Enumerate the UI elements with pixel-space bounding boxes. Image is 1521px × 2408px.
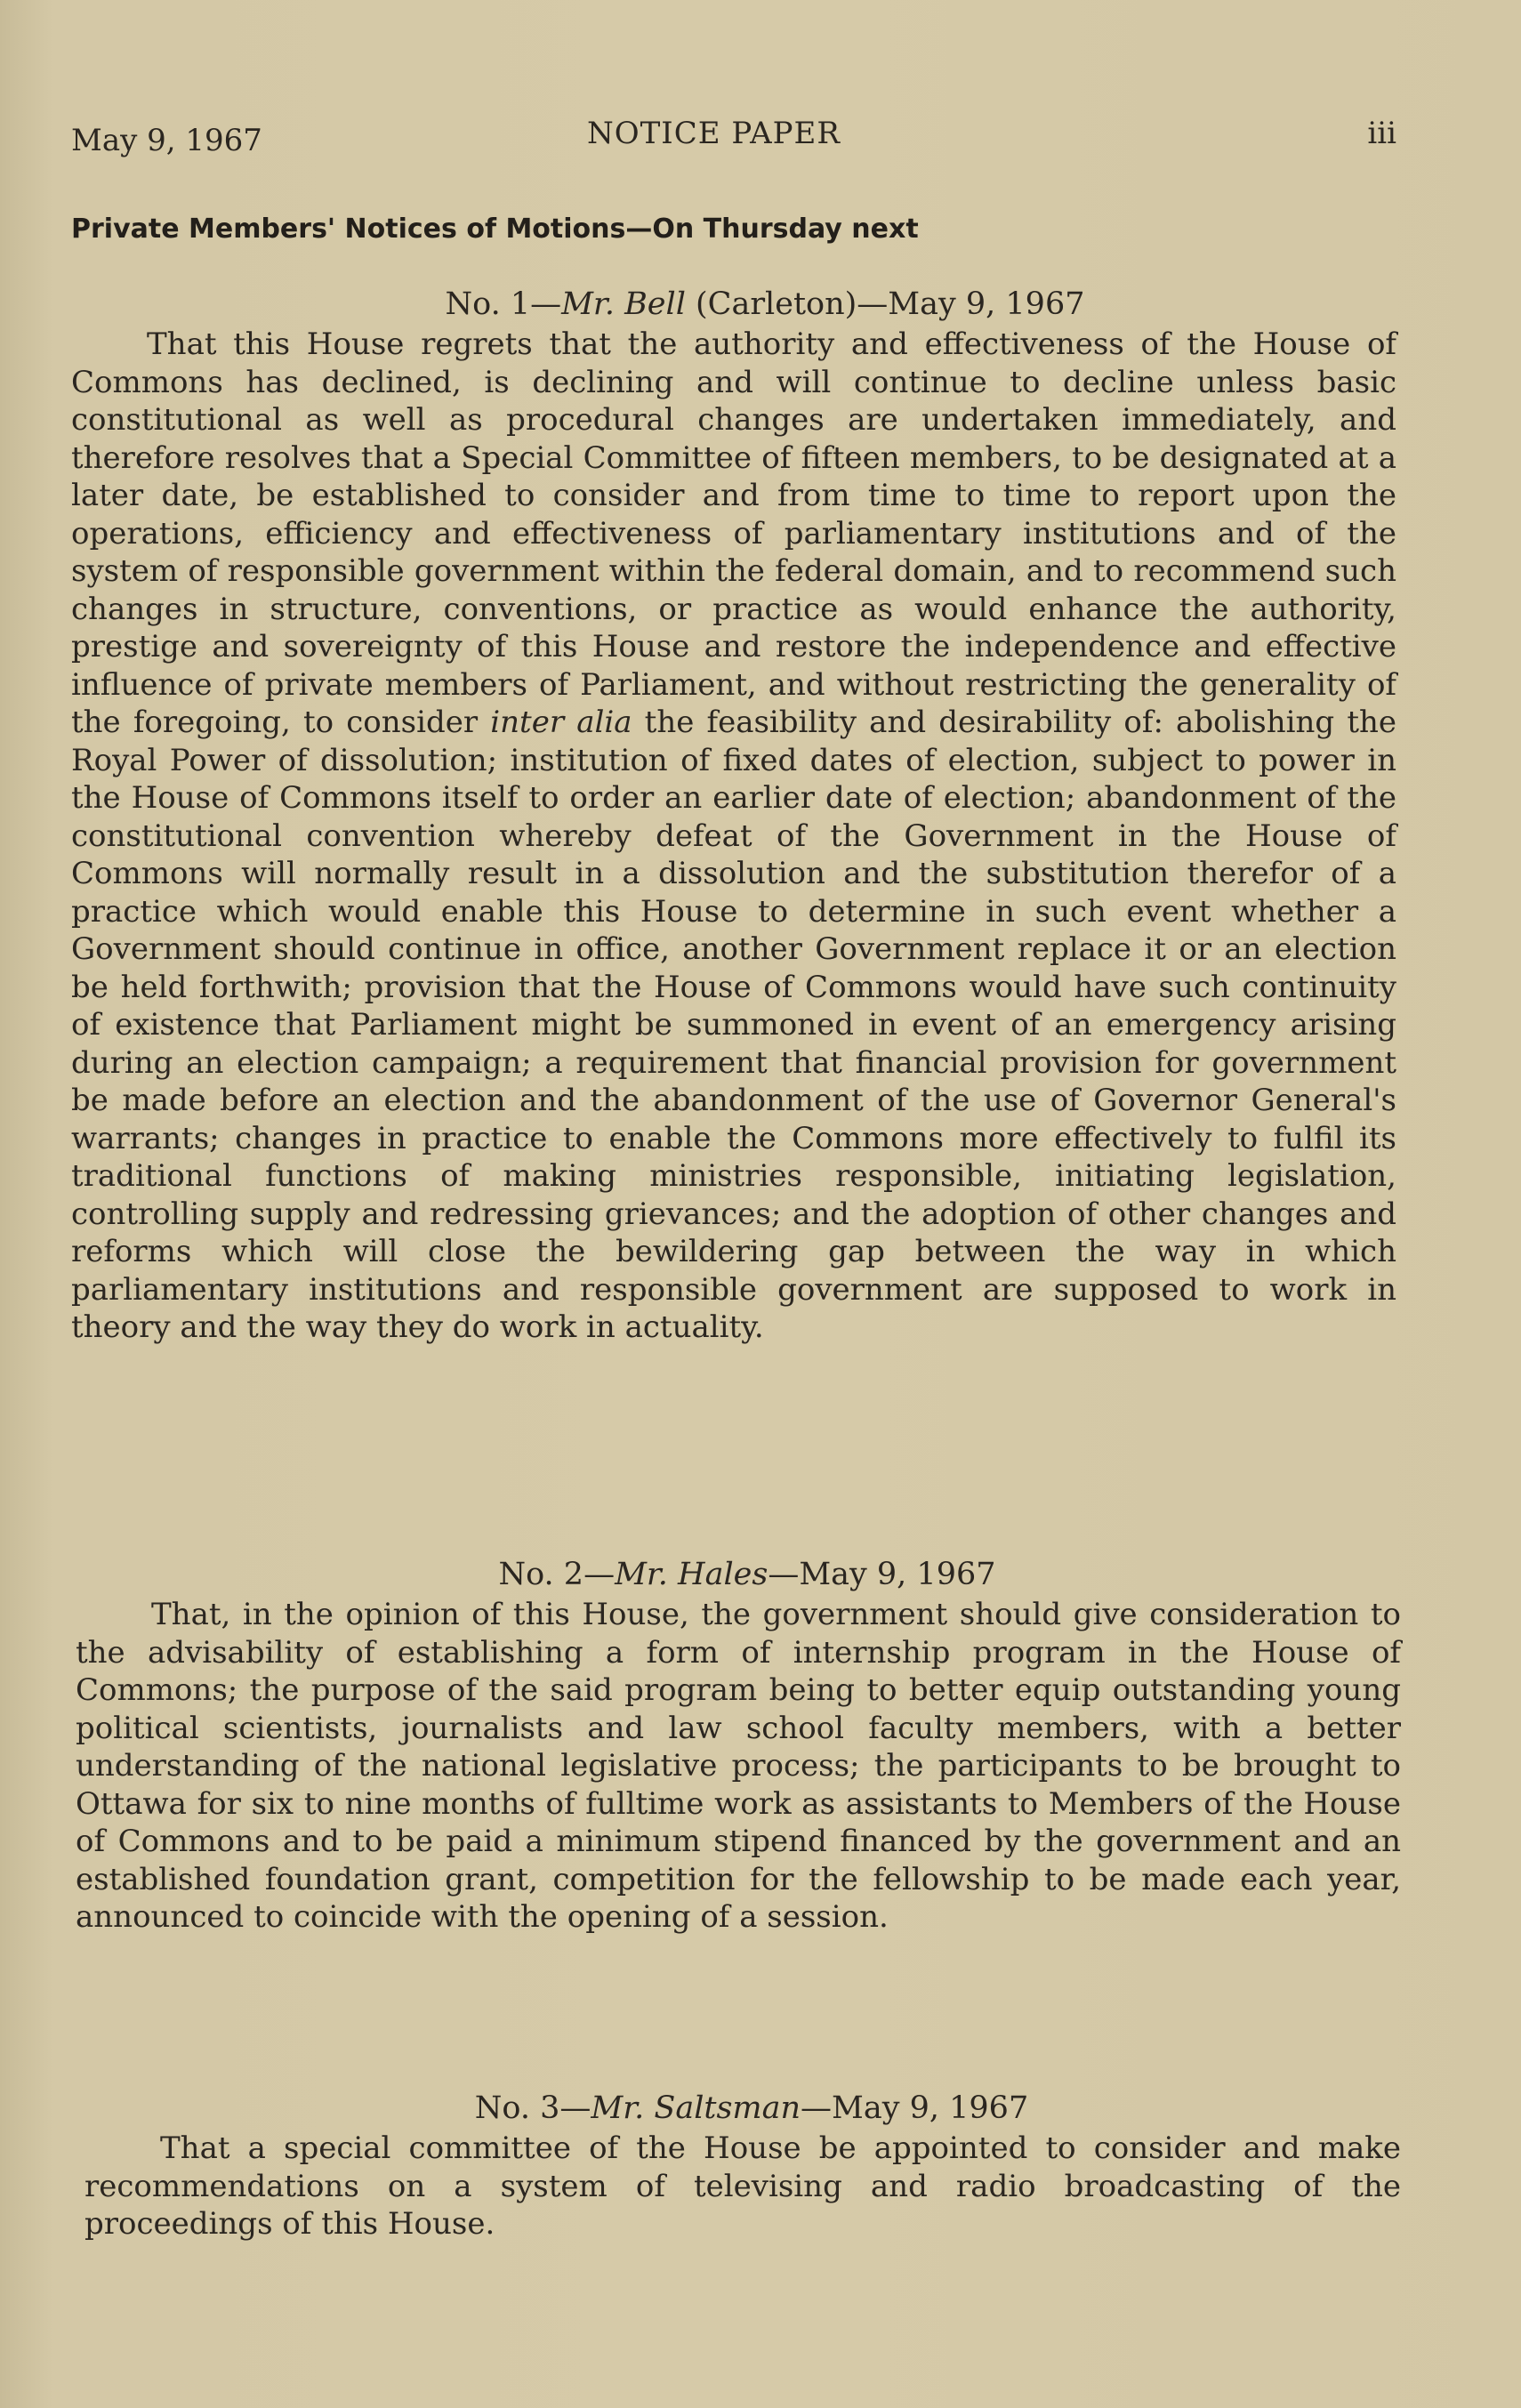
motion-1-number: No. 1— [445,286,562,322]
motion-2-heading [76,1557,1401,1592]
motion-1-text [71,326,1396,1347]
motion-1 [71,286,1396,1347]
motion-2 [76,1557,1401,1937]
header-title: NOTICE PAPER [587,116,841,151]
motion-3-member: Mr. Saltsman [591,2090,801,2126]
header-date: May 9, 1967 [71,123,262,158]
motion-1-riding: (Carleton) [685,286,857,322]
motion-1-member: Mr. Bell [561,286,686,322]
motion-3-heading [84,2090,1401,2126]
motion-2-date: —May 9, 1967 [768,1557,996,1592]
motion-2-number: No. 2— [498,1557,616,1592]
page-header [71,116,1396,160]
motion-1-text-part-2: the feasibility and desirability of: abolishing the Royal Power of dissolution; institution of fixed dates of election, subject to power in the House of Commons itself to order an earlier date of election; abandonment of the constitutional convention whereby defeat of the Government in the House of Commons will normally result in a dissolution and the substitution therefor of a practice which would enable this House to determine in such event whether a Government should continue in office, another Government replace it or an election be held forthwith; provision that the House of Commons would have such continuity of existence that Parliament might be summoned in event of an emergency arising during an election campaign; a requirement that financial provision for government be made before an election and the abandonment of the use of Governor General's warrants; changes in practice to enable the Commons more effectively to fulfil its traditional functions of making ministries responsible, initiating legislation, controlling supply and redressing grievances; and the adoption of other changes and reforms which will close the bewildering gap between the way in which parliamentary institutions and responsible government are supposed to work in theory and the way they do work in actuality. [71,705,1397,1345]
motion-3-number: No. 3— [474,2090,592,2126]
motion-2-member: Mr. Hales [615,1557,769,1592]
motion-3 [84,2090,1401,2243]
motion-1-text-part-1: That this House regrets that the authority and effectiveness of the House of Commons has declined, is declining and will continue to decline unless basic constitutional as well as procedural changes are undertaken immediately, and therefore resolves that a Special Committee of fifteen members, to be designated at a later date, be established to consider and from time to time to report upon the operations, efficiency and effectiveness of parliamentary institutions and of the system of responsible government within the federal domain, and to recommend such changes in structure, conventions, or practice as would enhance the authority, prestige and sovereignty of this House and restore the independence and effective influence of private members of Parliament, and without restricting the generality of the foregoing, to consider [71,326,1396,740]
motion-3-date: —May 9, 1967 [801,2090,1029,2126]
motion-3-text: That a special committee of the House be appointed to consider and make recommendations on a system of televising and radio broadcasting of the proceedings of this House. [84,2130,1401,2242]
motion-1-date: —May 9, 1967 [857,286,1085,322]
motion-1-text-italic: inter alia [490,705,632,740]
section-heading: Private Members' Notices of Motions—On Thursday next [71,213,919,245]
motion-2-text: That, in the opinion of this House, the government should give consideration to the advisability of establishing a form of internship program in the House of Commons; the purpose of the said program being to better equip outstanding young political scientists, journalists and law school faculty members, with a better understanding of the national legislative process; the participants to be brought to Ottawa for six to nine months of fulltime work as assistants to Members of the House of Commons and to be paid a minimum stipend financed by the government and an established foundation grant, competition for the fellowship to be made each year, announced to coincide with the opening of a session. [76,1597,1401,1935]
motion-1-heading [71,286,1396,322]
header-page-number: iii [1367,116,1396,151]
